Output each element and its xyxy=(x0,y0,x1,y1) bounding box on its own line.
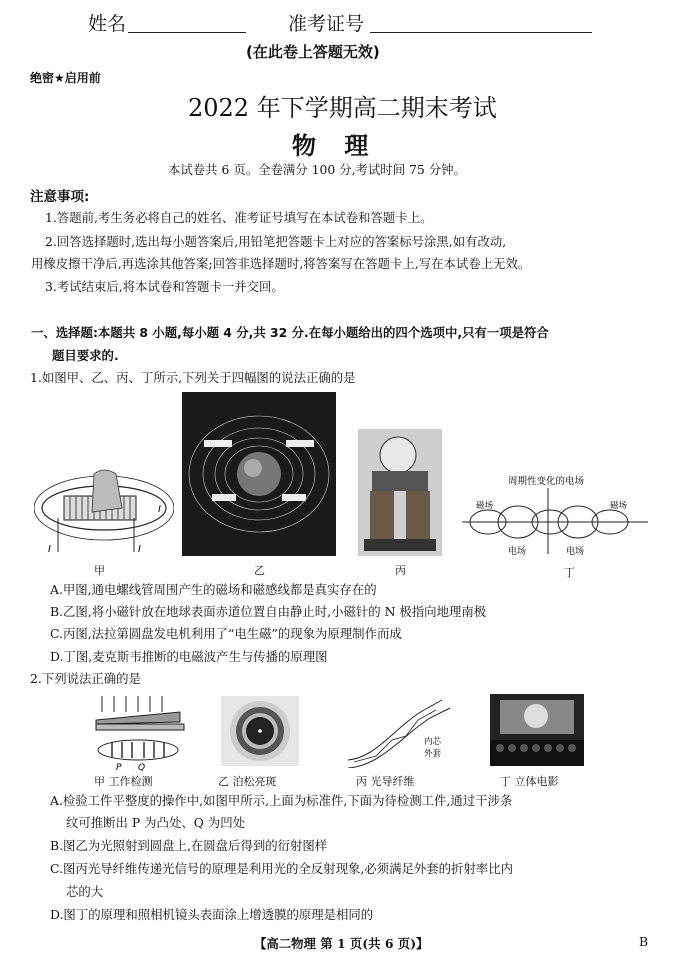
q1-fig-label: 丁 xyxy=(564,566,575,579)
fiber-inner: 内芯 xyxy=(424,737,442,747)
note-item: 用橡皮擦干净后,再选涂其他答案;回答非选择题时,将答案写在答题卡上,写在本试卷上无效。 xyxy=(31,256,531,271)
id-label: 准考证号 xyxy=(288,13,365,35)
current-label: I xyxy=(158,504,161,515)
current-label: I xyxy=(138,544,141,555)
note-item: 2.回答选择题时,选出每小题答案后,用铅笔把答题卡上对应的答案标号涂黑,如有改动, xyxy=(45,234,507,249)
q1-option-d[interactable]: D.丁图,麦克斯韦推断的电磁波产生与传播的原理图 xyxy=(50,649,328,664)
page-footer: 【高二物理 第 1 页(共 6 页)】 xyxy=(254,936,429,951)
exam-info: 本试卷共 6 页。全卷满分 100 分,考试时间 75 分钟。 xyxy=(168,162,466,177)
id-field[interactable] xyxy=(370,14,592,33)
ding-bottom-right: 电场 xyxy=(566,547,585,557)
name-label: 姓名 xyxy=(88,13,127,35)
q1-option-b[interactable]: B.乙图,将小磁针放在地球表面赤道位置自由静止时,小磁针的 N 极指向地理南极 xyxy=(50,604,487,619)
current-label: I xyxy=(48,544,51,555)
subject-title: 物 理 xyxy=(292,131,379,160)
invalid-note: (在此卷上答题无效) xyxy=(246,43,380,61)
ding-right-field: 磁场 xyxy=(610,501,628,511)
q1-option-a[interactable]: A.甲图,通电螺线管周围产生的磁场和磁感线都是真实存在的 xyxy=(50,582,377,597)
q2-fig-label: 乙 泊松亮斑 xyxy=(218,775,277,788)
q1-figure-bing xyxy=(358,429,442,556)
q2-option-c[interactable]: C.图丙光导纤维传递光信号的原理是利用光的全反射现象,必须满足外套的折射率比内 xyxy=(50,861,513,876)
notes-heading: 注意事项: xyxy=(30,189,90,205)
ding-bottom-left: 电场 xyxy=(508,547,527,557)
q2-option-d[interactable]: D.图丁的原理和照相机镜头表面涂上增透膜的原理是相同的 xyxy=(50,907,374,922)
q1-figure-jia xyxy=(34,460,174,560)
fiber-outer: 外套 xyxy=(424,749,442,759)
q1-fig-label: 乙 xyxy=(254,564,265,577)
q1-figure-yi xyxy=(182,392,336,556)
exam-title: 2022 年下学期高二期末考试 xyxy=(188,94,497,122)
q2-option-a[interactable]: A.检验工件平整度的操作中,如图甲所示,上面为标准件,下面为待检测工件,通过干涉条 xyxy=(50,793,513,808)
q2-option-a-cont: 纹可推断出 P 为凸处、Q 为凹处 xyxy=(66,815,245,830)
note-item: 3.考试结束后,将本试卷和答题卡一并交回。 xyxy=(45,279,284,294)
q1-fig-label: 甲 xyxy=(94,564,105,577)
q1-fig-label: 丙 xyxy=(395,564,406,577)
q2-fig-label: 丁 立体电影 xyxy=(500,775,559,788)
q2-figure-yi xyxy=(221,696,299,766)
note-item: 1.答题前,考生务必将自己的姓名、准考证号填写在本试卷和答题卡上。 xyxy=(45,210,433,225)
section-heading: 一、选择题:本题共 8 小题,每小题 4 分,共 32 分.在每小题给出的四个选项中,只有一项是符合 xyxy=(31,325,549,340)
q1-option-c[interactable]: C.丙图,法拉第圆盘发电机利用了“电生磁”的现象为原理制作而成 xyxy=(50,626,402,641)
q2-fig-label: 甲 工作检测 xyxy=(94,775,153,788)
secret-label: 绝密★启用前 xyxy=(30,71,101,85)
q2-fig-label: 丙 光导纤维 xyxy=(356,775,415,788)
ding-top-label: 周期性变化的电场 xyxy=(508,476,585,487)
point-q: Q xyxy=(138,763,146,772)
q1-figure-ding xyxy=(460,468,650,568)
q2-stem: 2.下列说法正确的是 xyxy=(30,671,141,686)
q2-option-b[interactable]: B.图乙为光照射到圆盘上,在圆盘后得到的衍射图样 xyxy=(50,838,328,853)
name-field[interactable] xyxy=(128,14,246,33)
section-heading-cont: 题目要求的. xyxy=(52,348,119,363)
q2-figure-ding xyxy=(490,694,584,766)
version-label: B xyxy=(639,934,649,949)
q1-stem: 1.如图甲、乙、丙、丁所示,下列关于四幅图的说法正确的是 xyxy=(30,370,356,385)
ding-left-field: 磁场 xyxy=(476,501,494,511)
point-p: P xyxy=(116,763,122,772)
q2-figure-jia xyxy=(92,694,192,772)
q2-option-c-cont: 芯的大 xyxy=(66,884,104,899)
q2-figure-bing xyxy=(346,696,452,768)
